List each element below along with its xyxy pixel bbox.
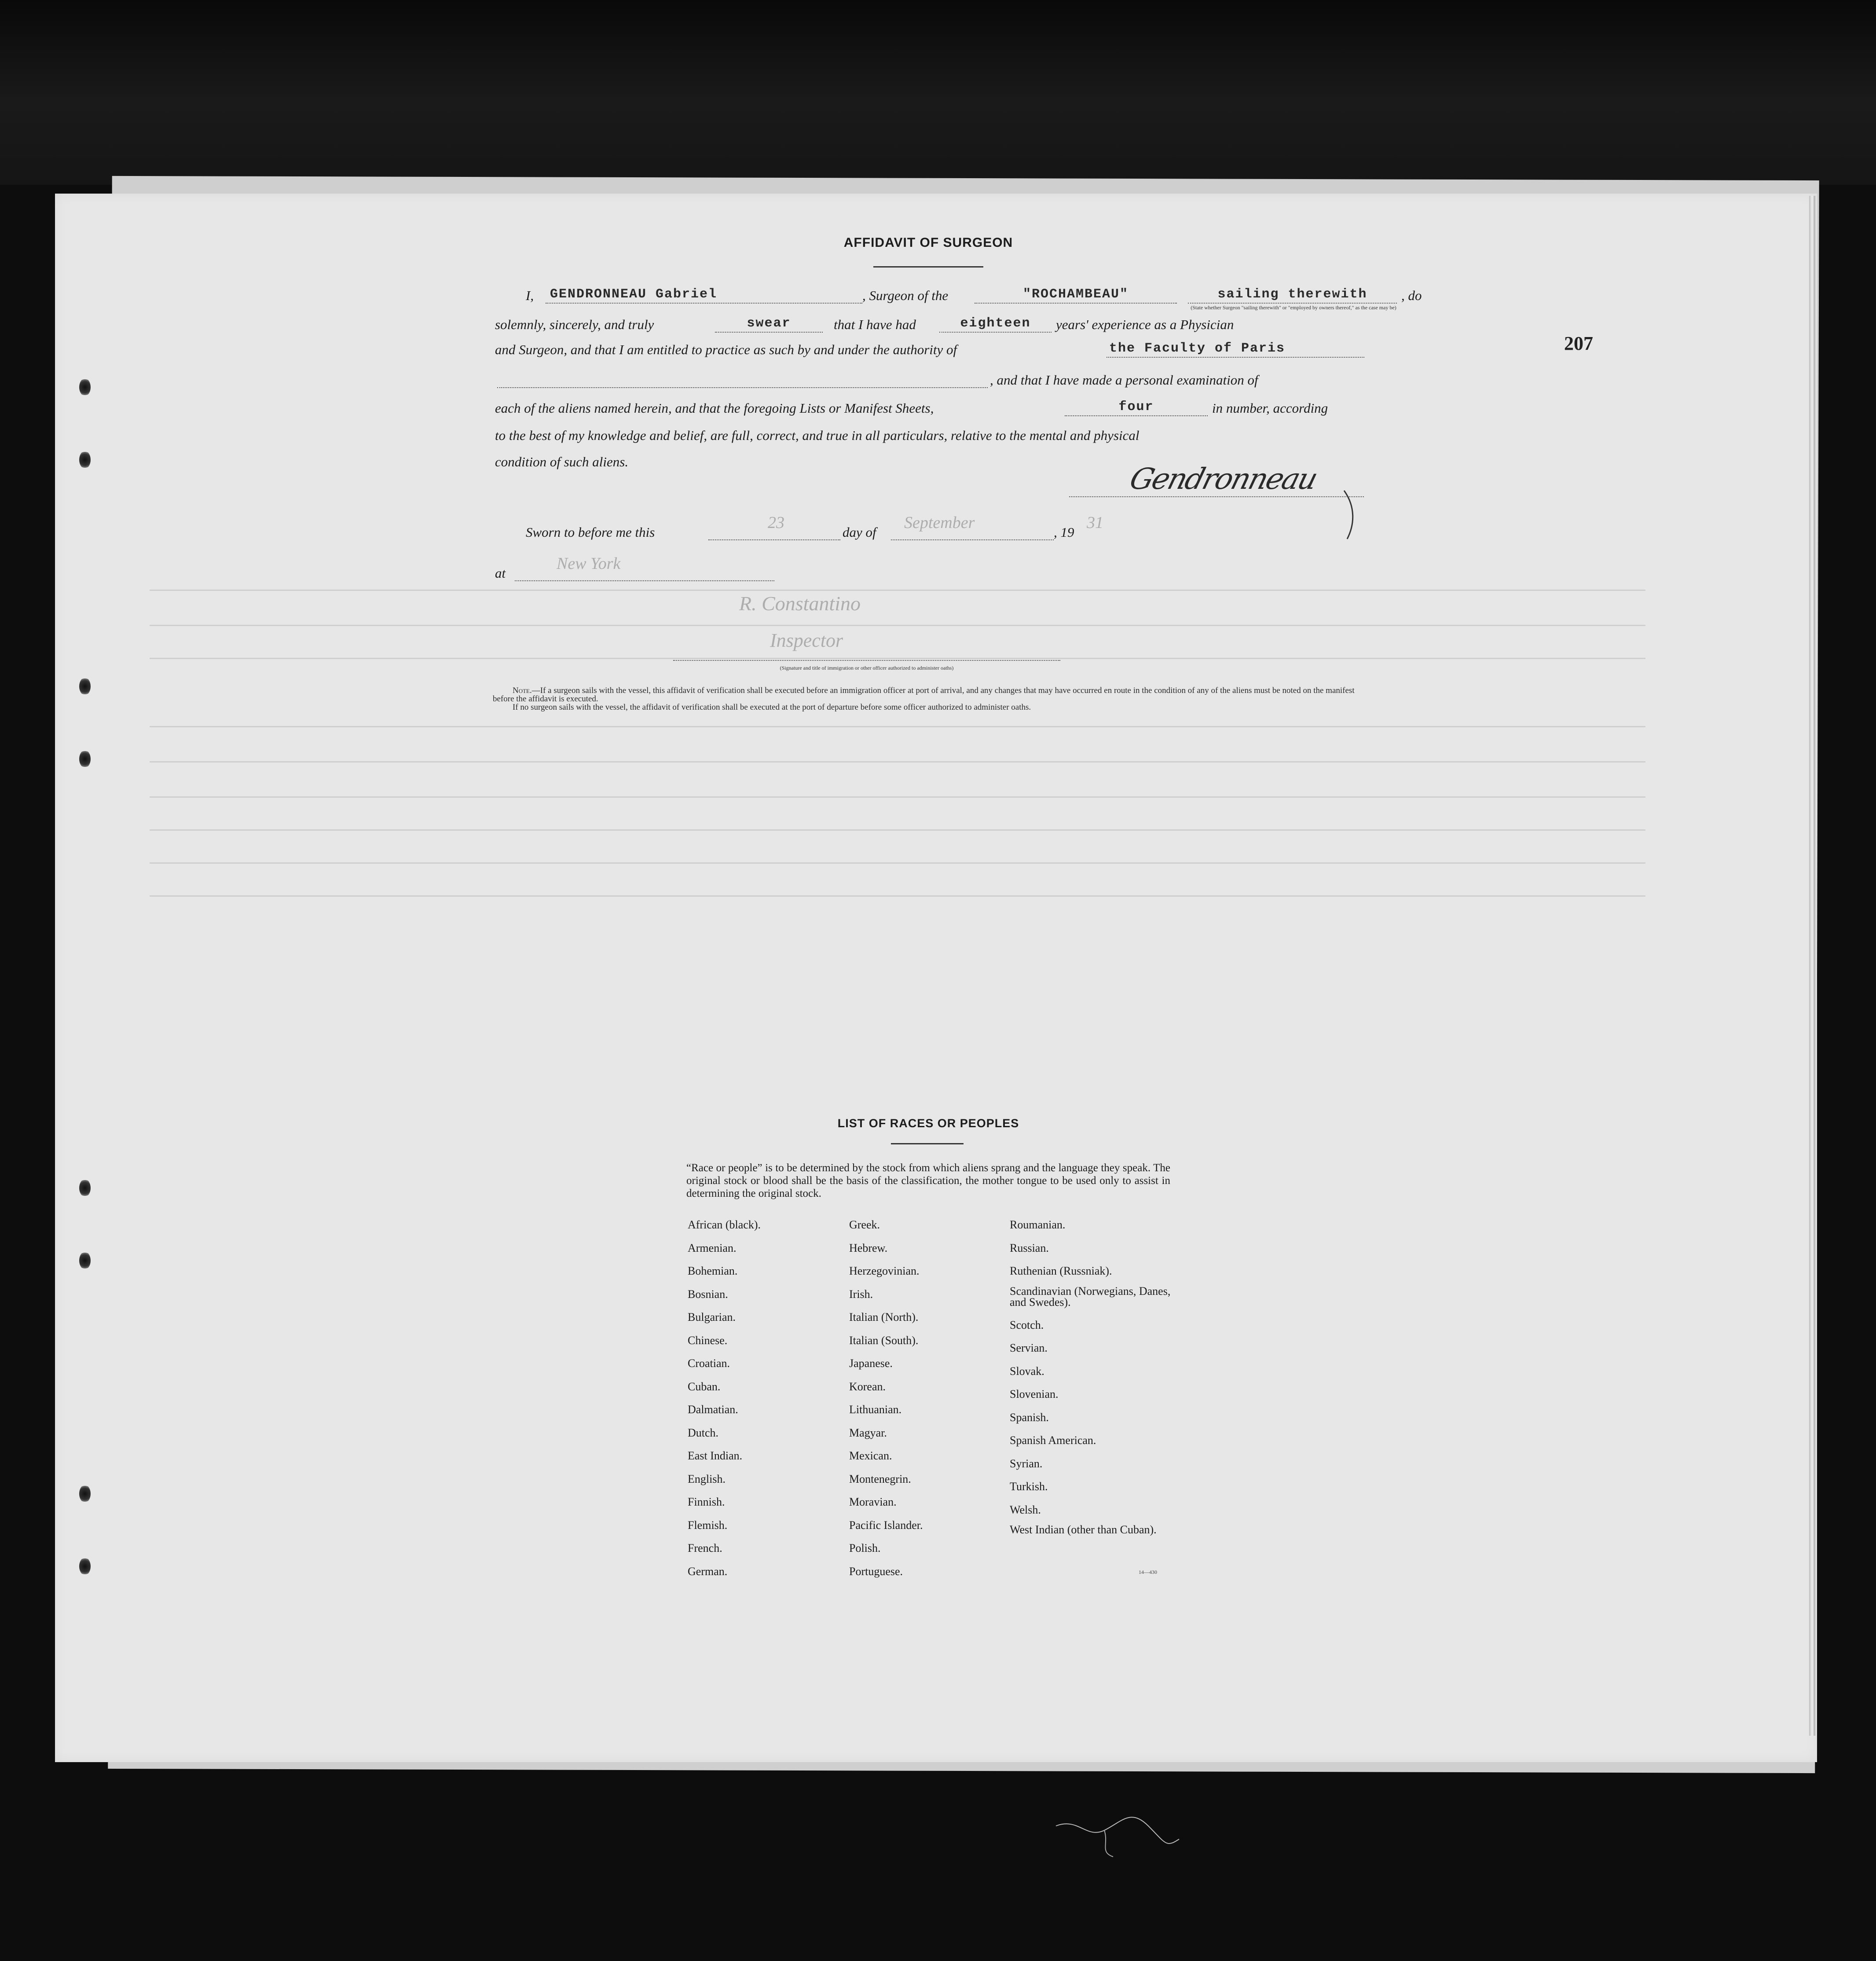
bleed-through-line [150,796,1645,798]
race-item: Dutch. [688,1426,719,1439]
affidavit-line-3 [495,341,1362,359]
authority-field: the Faculty of Paris [1107,341,1364,358]
text-have-had: that I have had [834,317,916,332]
race-item: Japanese. [849,1357,893,1370]
affidavit-line-2 [495,316,1362,334]
race-item: Servian. [1010,1342,1048,1354]
race-item: Montenegrin. [849,1472,911,1485]
form-number: 14—430 [1139,1569,1157,1575]
affidavit-line-7: condition of such aliens. [495,454,629,469]
race-item: Polish. [849,1542,881,1554]
affidavit-line-5 [495,400,1362,417]
punch-hole-icon [79,1485,91,1503]
signature-flourish [1342,488,1359,541]
race-item: Bosnian. [688,1287,728,1301]
text-and-surgeon: and Surgeon, and that I am entitled to practice as such by and under the authority of [495,342,957,357]
race-item: Slovenian. [1010,1388,1059,1400]
race-item: Portuguese. [849,1565,903,1578]
oath-type-field: swear [715,316,823,333]
race-item: Slovak. [1010,1364,1044,1378]
text-at: at [495,565,506,581]
punch-hole-icon [79,1179,91,1197]
note-text-1: —If a surgeon sails with the vessel, this affidavit of verification shall be executed before an immigration officer at port of arrival, and any changes that may have occurred en route in the condition of any of the aliens must be noted on the manifest before the affidavit is executed. [493,686,1355,704]
ship-name-field: "ROCHAMBEAU" [975,287,1177,304]
page-number: 207 [1564,333,1593,354]
race-item: Italian (South). [849,1334,919,1347]
bleed-through-line [150,625,1645,626]
surgeon-signature: Gendronneau [1069,460,1364,497]
bleed-through-line [150,658,1645,659]
race-item: Moravian. [849,1495,897,1508]
note-label: Note. [513,686,532,695]
text-sworn: Sworn to before me this [526,524,655,540]
race-item: Bulgarian. [688,1311,736,1323]
officer-title: Inspector [770,630,843,651]
officer-signature-line [673,660,1060,661]
punch-hole-icon [79,378,91,396]
race-item: Chinese. [688,1334,728,1347]
sailing-status-note: (State whether Surgeon "sailing therewith" or "employed by owners thereof," as the case may be) [1191,304,1396,311]
race-item: Korean. [849,1380,886,1393]
race-item: Magyar. [849,1426,887,1439]
race-item: Hebrew. [849,1241,888,1254]
race-item: Armenian. [688,1241,736,1254]
race-item: East Indian. [688,1449,743,1462]
race-item: Welsh. [1010,1503,1041,1516]
text-day-of: day of [843,524,876,540]
race-item: Greek. [849,1218,880,1231]
race-item: Ruthenian (Russniak). [1010,1265,1112,1277]
punch-hole-icon [79,1558,91,1575]
punch-hole-icon [79,750,91,768]
races-column-2 [849,1213,923,1583]
race-item: Pacific Islander. [849,1518,923,1532]
place-field [515,564,774,581]
bleed-through-line [150,829,1645,831]
race-item: Flemish. [688,1518,728,1532]
punch-hole-icon [79,678,91,695]
bleed-through-line [150,895,1645,897]
race-item: Syrian. [1010,1457,1043,1470]
races-title-underline [891,1143,964,1144]
years-experience-field: eighteen [939,316,1052,333]
bleed-through-line [150,862,1645,864]
bleed-through-line [150,761,1645,762]
race-item: Dalmatian. [688,1403,738,1416]
race-item: Turkish. [1010,1480,1048,1493]
races-column-3 [1010,1213,1181,1541]
sworn-month-handwritten: September [904,513,975,532]
sworn-day-handwritten: 23 [768,513,784,532]
race-item: West Indian (other than Cuban). [1010,1523,1157,1536]
surgeon-name-field: GENDRONNEAU Gabriel [546,287,862,304]
title-underline [873,266,983,268]
microfilm-border [0,0,1876,185]
bleed-through-line [150,726,1645,727]
affidavit-line-4 [495,371,1362,389]
text-each-alien: each of the aliens named herein, and that the foregoing Lists or Manifest Sheets, [495,400,934,416]
races-column-1 [688,1213,761,1583]
punch-hole-icon [79,1252,91,1269]
text-do: , do [1401,288,1422,303]
officer-signature: R. Constantino [739,592,861,615]
races-title: LIST OF RACES OR PEOPLES [837,1117,1019,1130]
race-item: French. [688,1542,722,1554]
text-in-number: in number, according [1212,400,1328,416]
affidavit-title: AFFIDAVIT OF SURGEON [843,235,1013,250]
at-line [495,554,847,582]
punch-hole-icon [79,451,91,469]
race-item: Croatian. [688,1357,730,1370]
sworn-line [495,513,1199,541]
race-item: Spanish. [1010,1411,1049,1424]
race-item: Mexican. [849,1449,892,1462]
race-item: Finnish. [688,1495,725,1508]
race-item: African (black). [688,1218,761,1231]
race-item: Roumanian. [1010,1218,1066,1231]
race-item: English. [688,1472,725,1485]
affidavit-note [493,686,1368,711]
text-surgeon-of: , Surgeon of the [862,288,949,303]
bleed-through-line [150,590,1645,591]
race-item: German. [688,1565,728,1578]
officer-caption: (Signature and title of immigration or other officer authorized to administer oaths) [780,665,954,671]
race-item: Italian (North). [849,1311,919,1323]
authority-continued-field [497,371,988,388]
text-years-experience: years' experience as a Physician [1056,317,1234,332]
affidavit-line-6: to the best of my knowledge and belief, are full, correct, and true in all particulars, relative to the mental and physical [495,428,1140,443]
race-item: Irish. [849,1287,873,1301]
sailing-status-field: sailing therewith [1188,287,1397,304]
text-i: I, [526,288,534,303]
sheet-count-field: four [1065,400,1208,416]
affidavit-line-1 [495,287,1422,304]
text-personal-examination: , and that I have made a personal examination of [990,372,1258,388]
page-edge [1809,196,1815,1736]
race-item: Bohemian. [688,1265,738,1277]
film-debris-icon [1052,1800,1183,1861]
place-handwritten: New York [557,554,621,573]
text-nineteen: , 19 [1054,524,1074,540]
sworn-year-handwritten: 31 [1087,513,1103,532]
race-item: Scandinavian (Norwegians, Danes, and Swedes). [1010,1284,1171,1309]
race-item: Lithuanian. [849,1403,902,1416]
race-item: Herzegovinian. [849,1265,920,1277]
race-item: Russian. [1010,1241,1049,1254]
race-item: Scotch. [1010,1318,1044,1331]
race-item: Cuban. [688,1380,721,1393]
note-text-2: If no surgeon sails with the vessel, the affidavit of verification shall be executed at the port of departure before some officer authorized to administer oaths. [513,703,1031,712]
text-solemnly: solemnly, sincerely, and truly [495,317,654,332]
races-intro: “Race or people” is to be determined by the stock from which aliens sprang and the language they speak. The original stock or blood shall be the basis of the classification, the mother tongue to be used only to assist in determining the original stock. [686,1162,1170,1199]
race-item: Spanish American. [1010,1434,1096,1447]
